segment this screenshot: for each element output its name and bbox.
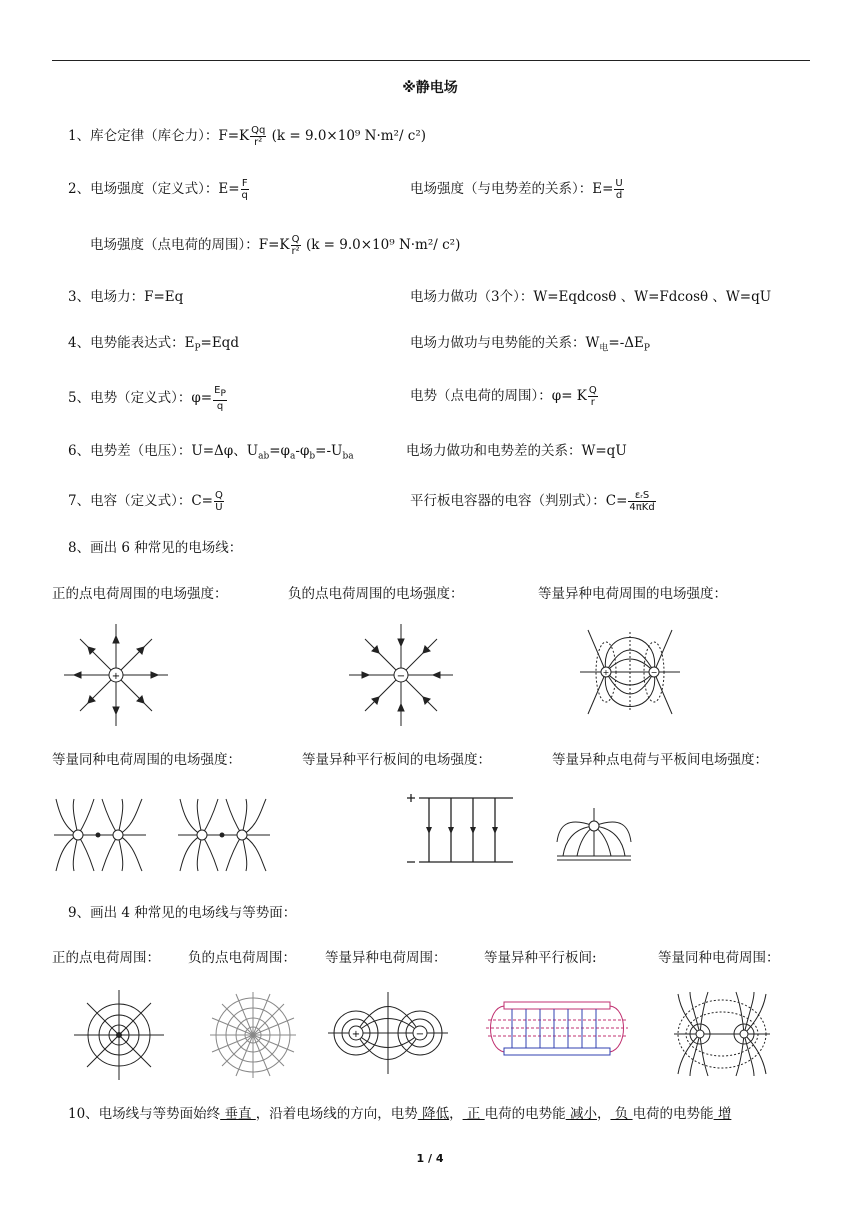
caption-dipole: 等量异种电荷周围的电场强度：: [538, 586, 727, 602]
equipotential-like-charges-figure: [672, 990, 772, 1078]
formula-potential-definition: 5、电势（定义式）：φ= $\frac{EP}{q}$: [68, 385, 226, 412]
dipole-negative-symbol: −: [650, 668, 658, 677]
caption-eq-plates: 等量异种平行板间:: [484, 950, 597, 966]
section-heading-equipotential: 9、画出 4 种常见的电场线与等势面：: [68, 905, 297, 921]
equipotential-positive-figure: [72, 988, 166, 1082]
statement-field-lines-equipotential: 10、电场线与等势面始终 垂直 ，沿着电场线的方向，电势 降低， 正 电荷的电势能 减小， 负 电荷的电势能 增: [68, 1106, 732, 1122]
caption-eq-dipole: 等量异种电荷周围：: [325, 950, 447, 966]
caption-positive-charge: 正的点电荷周围的电场强度：: [52, 586, 228, 602]
formula-work-energy: 电场力做功与电势能的关系：$W_电=-\Delta E_P$: [410, 335, 650, 354]
equipotential-negative-figure: [208, 990, 298, 1080]
caption-negative-charge: 负的点电荷周围的电场强度：: [288, 586, 464, 602]
formula-field-point-charge: 电场强度（点电荷的周围）：F=K $\frac{Q}{\text{r²}}$ (k = 9.0×10⁹ N·m²/ c²): [90, 234, 461, 257]
equipotential-dipole-figure: [326, 990, 450, 1076]
page-title: ※静电场: [402, 80, 458, 96]
negative-charge-symbol: −: [396, 671, 406, 682]
caption-like-charges: 等量同种电荷周围的电场强度：: [52, 752, 241, 768]
section-heading-field-lines: 8、画出 6 种常见的电场线：: [68, 540, 243, 556]
caption-eq-like-charges: 等量同种电荷周围：: [658, 950, 780, 966]
formula-work-potential-difference: 电场力做功和电势差的关系：W=qU: [406, 443, 627, 459]
eq-dipole-positive-symbol: +: [351, 1029, 361, 1040]
formula-potential-energy: 4、电势能表达式：$E_P=Eqd$: [68, 335, 239, 354]
caption-parallel-plates: 等量异种平行板间的电场强度：: [302, 752, 491, 768]
formula-field-potential-relation: 电场强度（与电势差的关系）：E= $\frac{U}{d}$: [410, 178, 623, 201]
formula-capacitance-definition: 7、电容（定义式）：C= $\frac{Q}{U}$: [68, 490, 223, 513]
equipotential-plates-figure: [482, 998, 632, 1060]
header-rule: [52, 60, 810, 61]
charge-plate-field-figure: [553, 806, 635, 864]
eq-dipole-negative-symbol: −: [415, 1029, 425, 1040]
dipole-field-figure: [578, 622, 682, 722]
formula-field-definition: 2、电场强度（定义式）：E= $\frac{F}{q}$: [68, 178, 248, 201]
like-charges-field-figure-a: [52, 797, 148, 873]
formula-coulomb: 1、库仑定律（库仑力）：F=K $\frac{Qq}{\text{r²}}$ (k = 9.0×10⁹ N·m²/ c²): [68, 125, 427, 148]
caption-eq-positive: 正的点电荷周围：: [52, 950, 160, 966]
positive-charge-symbol: +: [111, 671, 121, 682]
parallel-plates-field-figure: [405, 790, 517, 870]
formula-potential-point-charge: 电势（点电荷的周围）：φ= K $\frac{Q}{r}$: [410, 385, 597, 408]
page-number: 1 / 4: [416, 1152, 444, 1165]
caption-eq-negative: 负的点电荷周围：: [188, 950, 296, 966]
dipole-positive-symbol: +: [602, 668, 610, 677]
negative-charge-field-figure: [345, 622, 457, 728]
positive-charge-field-figure: [60, 622, 172, 728]
formula-electric-force: 3、电场力：F=Eq: [68, 289, 184, 305]
formula-potential-difference: 6、电势差（电压）：U=Δφ、$U_{ab}=\varphi_a-\varphi_b=-U_{ba}$: [68, 443, 354, 462]
formula-work: 电场力做功（3个）：W=Eqdcosθ 、W=Fdcosθ 、W=qU: [410, 289, 772, 305]
formula-capacitance-plate: 平行板电容器的电容（判别式）：C= $\frac{\text{εᵣS}}{\text{4πKd}}$: [410, 490, 655, 513]
like-charges-field-figure-b: [176, 797, 272, 873]
caption-charge-and-plate: 等量异种点电荷与平板间电场强度：: [552, 752, 768, 768]
